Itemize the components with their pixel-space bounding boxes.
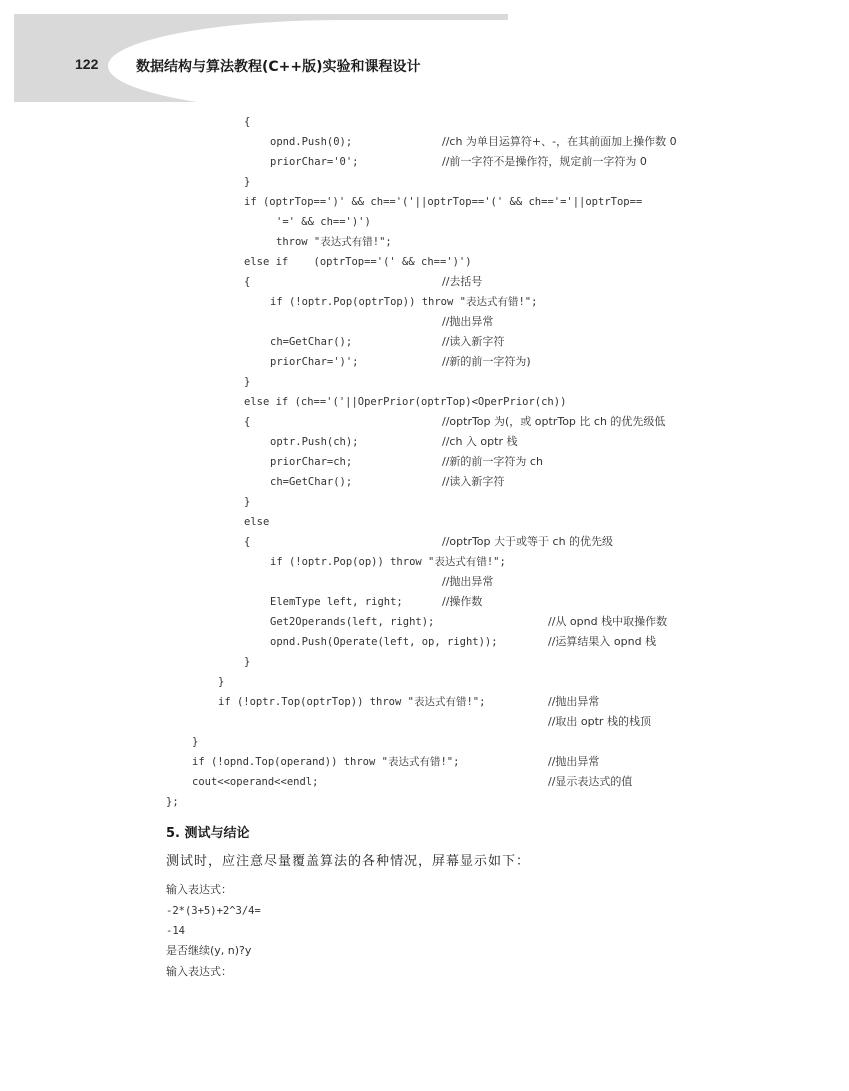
code-line: } (244, 376, 251, 388)
code-line: } (244, 656, 251, 668)
code-line: else if (optrTop=='(' && ch==')') (244, 256, 472, 268)
code-comment: //optrTop 为(，或 optrTop 比 ch 的优先级低 (442, 415, 666, 428)
code-comment: //前一字符不是操作符，规定前一字符为 0 (442, 155, 647, 168)
code-line: if (optrTop==')' && ch=='('||optrTop=='(' && ch=='='||optrTop== (244, 196, 643, 208)
code-comment: //optrTop 大于或等于 ch 的优先级 (442, 535, 614, 548)
code-line: else (244, 516, 270, 528)
code-comment: //去括号 (442, 275, 483, 288)
code-line: if (!optr.Pop(op)) throw "表达式有错!"; (270, 556, 506, 568)
code-comment: //抛出异常 (442, 315, 494, 328)
code-line: priorChar=')'; (270, 356, 359, 368)
code-line: } (192, 736, 199, 748)
code-line: Get2Operands(left, right); (270, 616, 435, 628)
console-output-line: 输入表达式： (166, 883, 232, 896)
code-comment: //抛出异常 (442, 575, 494, 588)
code-comment: //操作数 (442, 595, 483, 608)
book-title: 数据结构与算法教程(C++版)实验和课程设计 (136, 59, 421, 75)
code-line: throw "表达式有错!"; (276, 236, 392, 248)
code-comment: //显示表达式的值 (548, 775, 633, 788)
code-line: cout<<operand<<endl; (192, 776, 319, 788)
code-comment: //读入新字符 (442, 335, 505, 348)
code-line: priorChar='0'; (270, 156, 359, 168)
code-line: { (244, 536, 251, 548)
code-comment: //取出 optr 栈的栈顶 (548, 715, 651, 728)
code-line: } (244, 496, 251, 508)
code-line: if (!optr.Top(optrTop)) throw "表达式有错!"; (218, 696, 486, 708)
code-line: opnd.Push(Operate(left, op, right)); (270, 636, 498, 648)
code-line: { (244, 116, 251, 128)
code-line: } (218, 676, 225, 688)
console-output-line: 输入表达式： (166, 965, 232, 978)
page-number: 122 (75, 56, 99, 72)
code-comment: //读入新字符 (442, 475, 505, 488)
code-comment: //ch 为单目运算符+、-，在其前面加上操作数 0 (442, 135, 677, 148)
console-output-line: -2*(3+5)+2^3/4= (166, 905, 261, 917)
code-line: { (244, 416, 251, 428)
code-comment: //ch 入 optr 栈 (442, 435, 518, 448)
code-line: ElemType left, right; (270, 596, 403, 608)
code-comment: //从 opnd 栈中取操作数 (548, 615, 668, 628)
code-comment: //新的前一字符为 ch (442, 455, 543, 468)
code-line: ch=GetChar(); (270, 336, 353, 348)
console-output-line: 是否继续(y, n)?y (166, 944, 252, 957)
code-line: { (244, 276, 251, 288)
code-line: priorChar=ch; (270, 456, 353, 468)
code-line: optr.Push(ch); (270, 436, 359, 448)
code-line: if (!optr.Pop(optrTop)) throw "表达式有错!"; (270, 296, 538, 308)
code-comment: //新的前一字符为) (442, 355, 531, 368)
code-line: } (244, 176, 251, 188)
code-line: opnd.Push(0); (270, 136, 353, 148)
code-comment: //抛出异常 (548, 695, 600, 708)
code-line: else if (ch=='('||OperPrior(optrTop)<OperPrior(ch)) (244, 396, 567, 408)
code-line: }; (166, 796, 179, 808)
code-line: if (!opnd.Top(operand)) throw "表达式有错!"; (192, 756, 460, 768)
code-comment: //抛出异常 (548, 755, 600, 768)
section-paragraph: 测试时，应注意尽量覆盖算法的各种情况，屏幕显示如下： (166, 854, 531, 869)
console-output-line: -14 (166, 925, 185, 937)
code-line: '=' && ch==')') (276, 216, 371, 228)
code-line: ch=GetChar(); (270, 476, 353, 488)
section-heading: 5. 测试与结论 (166, 826, 250, 841)
code-comment: //运算结果入 opnd 栈 (548, 635, 657, 648)
